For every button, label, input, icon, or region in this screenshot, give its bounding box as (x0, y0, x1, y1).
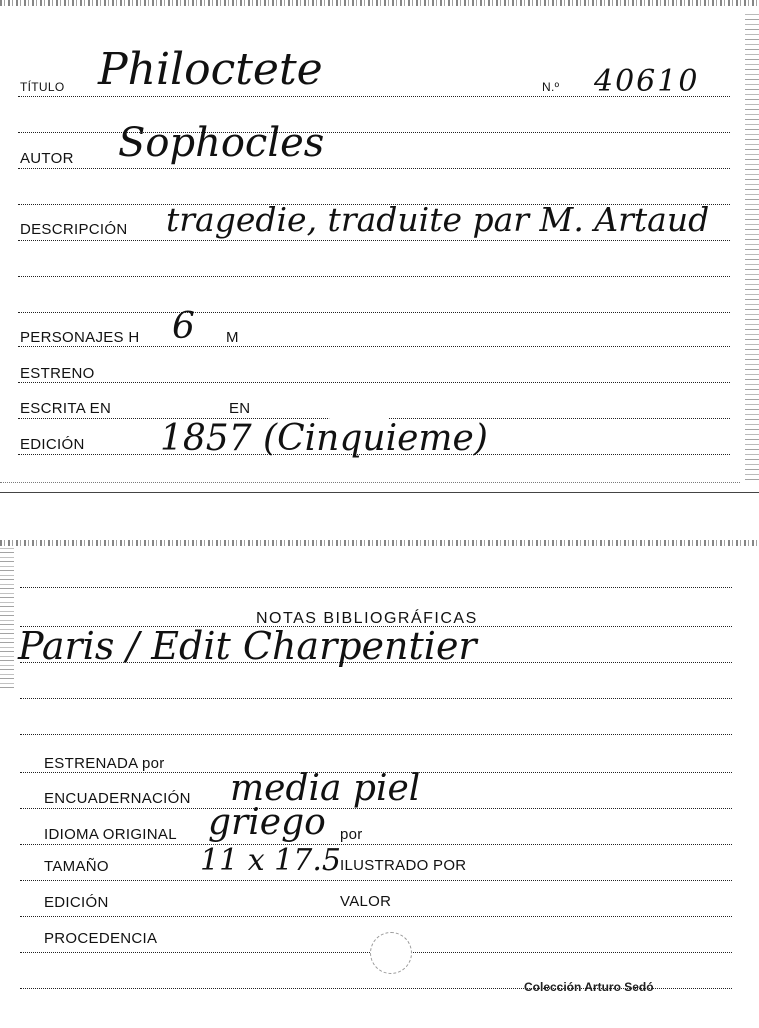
idioma-label: IDIOMA ORIGINAL (44, 826, 177, 843)
collection-stamp: Colección Arturo Sedó (524, 980, 654, 994)
rule-line (20, 844, 732, 845)
encuadernacion-value: media piel (230, 768, 421, 809)
rule-line (20, 880, 732, 881)
catalog-card-back (0, 540, 759, 1028)
autor-value: Sophocles (118, 120, 325, 166)
rule-line (20, 734, 732, 735)
valor-label: VALOR (340, 893, 392, 910)
numero-value: 40610 (594, 64, 700, 99)
edicion-value: 1857 (Cinquieme) (160, 418, 488, 459)
procedencia-label: PROCEDENCIA (44, 930, 158, 947)
encuadernacion-label: ENCUADERNACIÓN (44, 790, 191, 807)
descripcion-label: DESCRIPCIÓN (20, 221, 128, 238)
rule-line (20, 916, 732, 917)
rule-line (20, 698, 732, 699)
rule-line (18, 168, 730, 169)
autor-label: AUTOR (20, 150, 74, 167)
en-label: EN (229, 400, 251, 417)
rule-line (0, 482, 740, 483)
tamano-label: TAMAÑO (44, 858, 109, 875)
rule-line (20, 587, 732, 588)
ilustrado-label: ILUSTRADO POR (340, 857, 467, 874)
estreno-label: ESTRENO (20, 365, 95, 382)
titulo-label: TÍTULO (20, 80, 65, 94)
punch-hole (370, 932, 412, 974)
notas-title: NOTAS BIBLIOGRÁFICAS (256, 610, 478, 627)
estrenada-label: ESTRENADA por (44, 755, 165, 772)
edicion-label: EDICIÓN (20, 436, 85, 453)
card-torn-edge (0, 0, 759, 6)
rule-line (18, 382, 730, 383)
rule-line (18, 240, 730, 241)
idioma-por-label: por (340, 826, 363, 843)
numero-label: N.º (542, 80, 560, 94)
tamano-value: 11 x 17.5 (200, 843, 341, 878)
catalog-card-front (0, 0, 759, 492)
idioma-value: griego (208, 802, 326, 843)
rule-line (18, 346, 730, 347)
rule-line (18, 276, 730, 277)
titulo-value: Philoctete (98, 44, 323, 95)
card-separator (0, 492, 759, 493)
escrita-en-label: ESCRITA EN (20, 400, 112, 417)
card-right-edge (745, 10, 759, 480)
personajes-h-value: 6 (172, 306, 195, 347)
rule-line (18, 312, 730, 313)
notas-value: Paris / Edit Charpentier (18, 624, 477, 668)
card-torn-edge (0, 540, 759, 546)
card-left-edge (0, 548, 14, 688)
personajes-m-label: M (226, 329, 239, 346)
edicion-label-back: EDICIÓN (44, 894, 109, 911)
descripcion-value: tragedie, traduite par M. Artaud (166, 200, 710, 239)
personajes-label: PERSONAJES H (20, 329, 140, 346)
